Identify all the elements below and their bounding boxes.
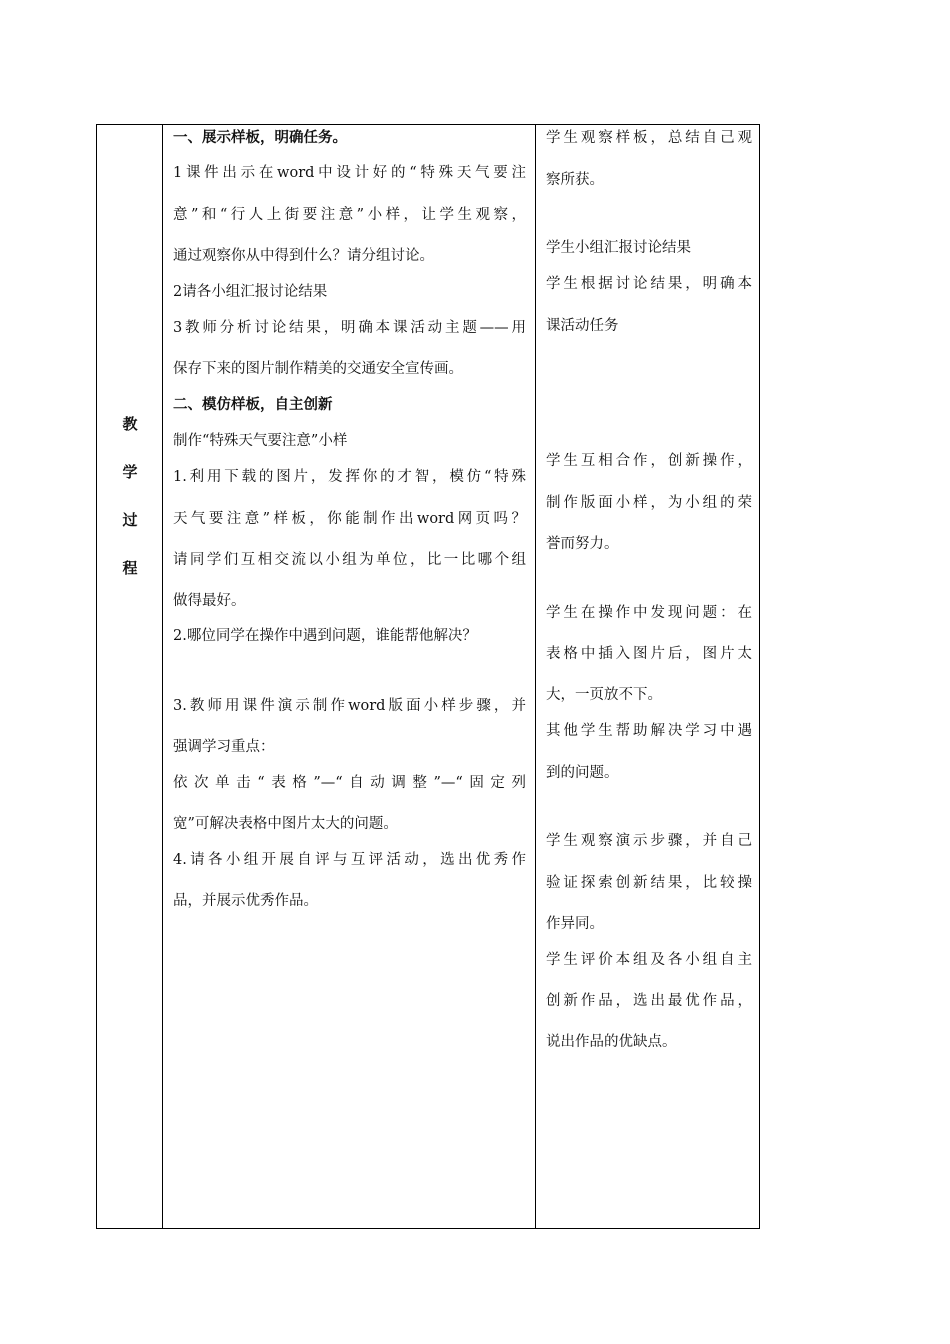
text-line: 表格中插入图片后，图片太 xyxy=(546,646,752,662)
section-label-char: 教 xyxy=(122,415,138,433)
text-line: 依次单击“表格”—“自动调整”—“固定列 xyxy=(173,775,526,791)
text-line: 通过观察你从中得到什么？请分组讨论。 xyxy=(173,248,434,264)
text-line: 其他学生帮助解决学习中遇 xyxy=(546,723,752,739)
section-label-char: 过 xyxy=(122,511,138,529)
text-line: 请同学们互相交流以小组为单位，比一比哪个组 xyxy=(173,552,526,568)
text-line: 验证探索创新结果，比较操 xyxy=(546,875,752,891)
text-line: 3.教师用课件演示制作word版面小样步骤，并 xyxy=(173,698,526,714)
text-line: 2请各小组汇报讨论结果 xyxy=(173,284,328,300)
text-line: 宽”可解决表格中图片太大的问题。 xyxy=(173,816,398,832)
text-line: 学生小组汇报讨论结果 xyxy=(546,240,691,256)
text-line: 学生根据讨论结果，明确本 xyxy=(546,276,752,292)
text-line: 誉而努力。 xyxy=(546,536,619,552)
text-line: 学生观察样板，总结自己观 xyxy=(546,130,752,146)
section2-title: 二、模仿样板，自主创新 xyxy=(173,397,333,413)
text-line: 制作版面小样，为小组的荣 xyxy=(546,495,752,511)
text-line: 大，一页放不下。 xyxy=(546,687,662,703)
text-line: 意”和“行人上街要注意”小样，让学生观察， xyxy=(173,207,526,223)
text-line: 2.哪位同学在操作中遇到问题，谁能帮他解决？ xyxy=(173,628,477,644)
lesson-table xyxy=(96,124,760,1229)
section-label-char: 程 xyxy=(122,559,138,577)
text-line: 创新作品，选出最优作品， xyxy=(546,993,752,1009)
text-line: 保存下来的图片制作精美的交通安全宣传画。 xyxy=(173,361,463,377)
text-line: 说出作品的优缺点。 xyxy=(546,1034,677,1050)
text-line: 1课件出示在word中设计好的“特殊天气要注 xyxy=(173,165,526,181)
text-line: 到的问题。 xyxy=(546,765,619,781)
text-line: 学生评价本组及各小组自主 xyxy=(546,952,752,968)
text-line: 学生互相合作，创新操作， xyxy=(546,453,752,469)
section1-title: 一、展示样板，明确任务。 xyxy=(173,130,347,146)
teacher-activity-column xyxy=(163,125,536,1228)
section-label-char: 学 xyxy=(122,463,138,481)
section-label-column xyxy=(97,125,163,1228)
text-line: 1.利用下载的图片，发挥你的才智，模仿“特殊 xyxy=(173,469,526,485)
text-line: 品，并展示优秀作品。 xyxy=(173,893,318,909)
text-line: 察所获。 xyxy=(546,172,604,188)
text-line: 做得最好。 xyxy=(173,593,246,609)
text-line: 天气要注意”样板，你能制作出word网页吗？ xyxy=(173,511,526,527)
text-line: 学生观察演示步骤，并自己 xyxy=(546,833,752,849)
text-line: 4.请各小组开展自评与互评活动，选出优秀作 xyxy=(173,852,526,868)
text-line: 课活动任务 xyxy=(546,318,619,334)
text-line: 学生在操作中发现问题：在 xyxy=(546,605,752,621)
student-activity-column xyxy=(536,125,759,1228)
text-line: 作异同。 xyxy=(546,916,604,932)
text-line: 强调学习重点： xyxy=(173,739,275,755)
text-line: 3教师分析讨论结果，明确本课活动主题——用 xyxy=(173,320,526,336)
subtitle: 制作“特殊天气要注意”小样 xyxy=(173,433,348,449)
